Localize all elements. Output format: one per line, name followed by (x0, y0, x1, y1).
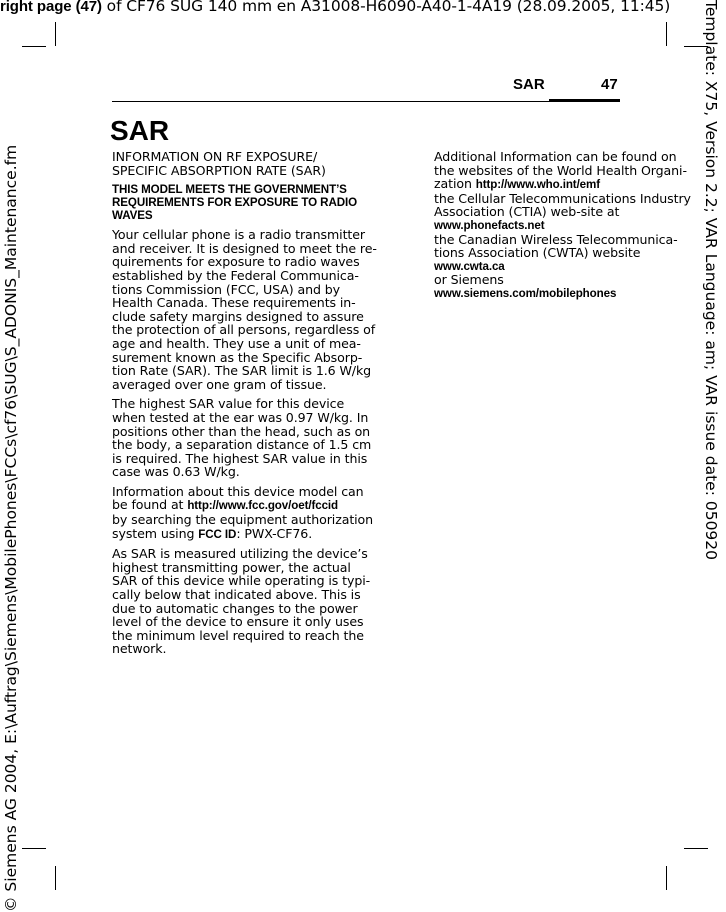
crop-mark (666, 866, 667, 890)
siemens-link[interactable]: www.siemens.com/mobilephones (434, 286, 617, 300)
template-info: Template: X75, Version 2.2; VAR Language: am; VAR issue date: 050920 (702, 0, 720, 561)
print-banner-info: of CF76 SUG 140 mm en A31008-H6090-A40-1-4A19 (28.09.2005, 11:45) (101, 0, 671, 15)
text-line: As SAR is measured utilizing the device’s (112, 546, 368, 562)
text-line: due to automatic changes to the power (112, 600, 358, 616)
text-line: SAR of this device while operating is typi- (112, 573, 371, 589)
paragraph-fcc-info (112, 483, 374, 541)
text-line: WAVES (112, 209, 153, 223)
text-line: Information about this device model can (112, 483, 364, 499)
text-line: Additional Information can be found on (434, 149, 677, 164)
text-line: the protection of all persons, regardless of (112, 322, 376, 338)
text-line: case was 0.63 W/kg. (112, 464, 240, 480)
text-line: the Cellular Telecommunications Industry (434, 190, 691, 206)
fcc-id-label: FCC ID (198, 527, 237, 541)
text-line: Association (CTIA) web-site at (434, 204, 620, 220)
crop-mark (22, 46, 46, 47)
right-column (434, 149, 691, 307)
text-line: the Canadian Wireless Telecommunica- (434, 231, 678, 247)
crop-mark (22, 848, 46, 849)
page-number: 47 (601, 76, 618, 93)
text-line: SPECIFIC ABSORPTION RATE (SAR) (112, 162, 326, 178)
copyright-path: © Siemens AG 2004, E:\Auftrag\Siemens\MobilePhones\FCCs\cf76\SUG\S_ADONIS_Maintenance.fm (2, 144, 20, 912)
text-line: network. (112, 641, 167, 657)
text-line: is required. The highest SAR value in this (112, 450, 368, 466)
fcc-id-value: : PWX-CF76. (236, 525, 313, 541)
section-title: SAR (110, 115, 170, 146)
text-line (434, 177, 646, 192)
text-line: averaged over one gram of tissue. (112, 376, 327, 392)
text-line: by searching the equipment authorization (112, 512, 374, 528)
header-rule (112, 101, 620, 102)
text-line: the websites of the World Health Organi- (434, 162, 687, 178)
crop-mark (666, 22, 667, 46)
text-line: The highest SAR value for this device (112, 396, 345, 412)
crop-mark (684, 848, 708, 849)
text-line: level of the device to ensure it only uses (112, 614, 364, 630)
text-line: tions Commission (FCC, USA) and by (112, 281, 341, 297)
text-fragment: zation (434, 176, 476, 192)
text-line: tions Association (CWTA) website (434, 245, 641, 261)
text-line: or Siemens (434, 272, 504, 288)
text-fragment: system using (112, 525, 199, 541)
text-line: THIS MODEL MEETS THE GOVERNMENT’S (112, 183, 347, 197)
print-banner-page: right page (47) (0, 0, 102, 15)
text-line (112, 498, 352, 513)
text-line: INFORMATION ON RF EXPOSURE/ (112, 149, 318, 164)
text-line: highest transmitting power, the actual (112, 559, 351, 575)
text-line: quirements for exposure to radio waves (112, 254, 360, 270)
left-column (112, 149, 377, 662)
text-fragment: be found at (112, 497, 188, 513)
text-line: established by the Federal Communica- (112, 267, 359, 283)
text-line: age and health. They use a unit of mea- (112, 335, 361, 351)
paragraph-sar-intro (112, 227, 377, 392)
intro-paragraph (112, 150, 352, 177)
text-line: clude safety margins designed to assure (112, 308, 364, 324)
text-line (112, 527, 352, 542)
ctia-link[interactable]: www.phonefacts.net (434, 218, 545, 232)
crop-mark (55, 866, 56, 890)
text-line: when tested at the ear was 0.97 W/kg. In (112, 409, 369, 425)
paragraph-additional-info (434, 149, 691, 301)
print-banner (0, 0, 670, 15)
bold-heading (112, 183, 358, 223)
text-line: cally below that indicated above. This is (112, 587, 361, 603)
paragraph-sar-values (112, 396, 372, 480)
text-line: positions other than the head, such as on (112, 423, 371, 439)
header-rule-accent (549, 99, 620, 102)
text-line: Your cellular phone is a radio transmitter (112, 227, 365, 243)
running-header-title: SAR (513, 76, 545, 93)
cwta-link[interactable]: www.cwta.ca (434, 259, 505, 273)
text-line: the body, a separation distance of 1.5 cm (112, 437, 372, 453)
fcc-link[interactable]: http://www.fcc.gov/oet/fccid (187, 499, 339, 513)
text-line: surement known as the Specific Absorp- (112, 349, 363, 365)
crop-mark (55, 22, 56, 46)
text-line: REQUIREMENTS FOR EXPOSURE TO RADIO (112, 196, 358, 210)
text-line: Health Canada. These requirements in- (112, 295, 356, 311)
text-line: tion Rate (SAR). The SAR limit is 1.6 W/kg (112, 363, 372, 379)
paragraph-sar-measurement (112, 546, 371, 657)
text-line: the minimum level required to reach the (112, 627, 364, 643)
who-link[interactable]: http://www.who.int/emf (475, 178, 601, 192)
text-line: and receiver. It is designed to meet the re- (112, 240, 377, 256)
